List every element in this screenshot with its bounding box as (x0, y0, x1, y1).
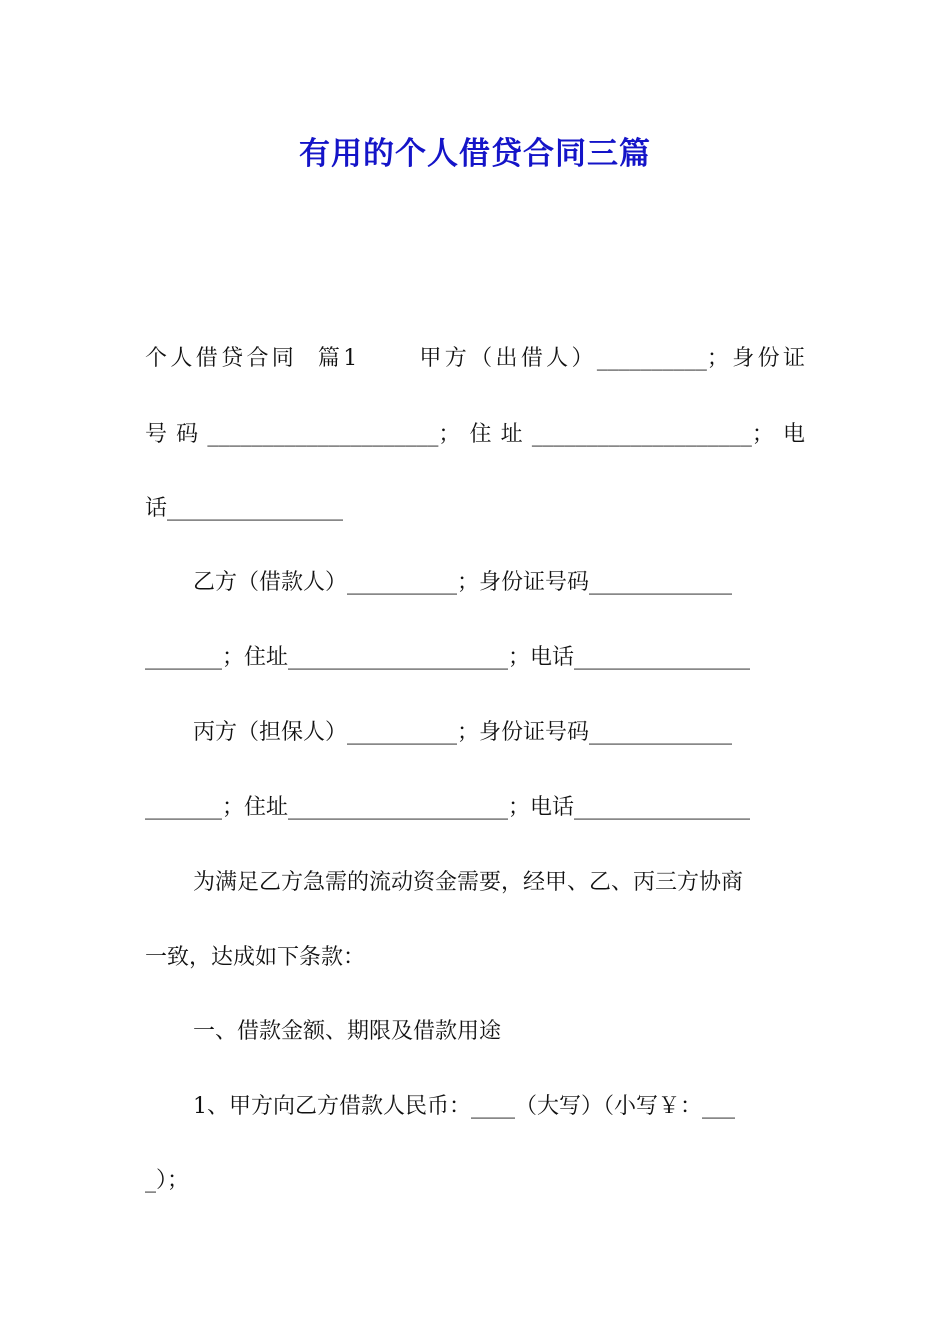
paragraph-line: _______；住址____________________；电话________________ (145, 795, 751, 820)
paragraph-line: _______；住址____________________；电话________________ (145, 645, 751, 670)
paragraph-line: _）； (145, 1168, 190, 1193)
paragraph-line: 乙方（借款人）__________；身份证号码_____________ (193, 570, 733, 595)
section-heading: 一、借款金额、期限及借款用途 (193, 1019, 502, 1044)
paragraph-line: 一致，达成如下条款： (145, 945, 366, 970)
paragraph-line: 话________________ (145, 496, 344, 521)
paragraph-line: 号码_____________________；住址____________________；电 (145, 422, 805, 447)
paragraph-line: 丙方（担保人）__________；身份证号码_____________ (193, 720, 733, 745)
paragraph-line: 1、甲方向乙方借款人民币：____（大写）（小写￥：___ (193, 1094, 735, 1119)
paragraph-line: 为满足乙方急需的流动资金需要，经甲、乙、丙三方协商 (193, 870, 744, 895)
document-title: 有用的个人借贷合同三篇 (299, 136, 651, 172)
paragraph-line: 个人借贷合同 篇1 甲方（出借人）__________；身份证 (145, 346, 805, 371)
